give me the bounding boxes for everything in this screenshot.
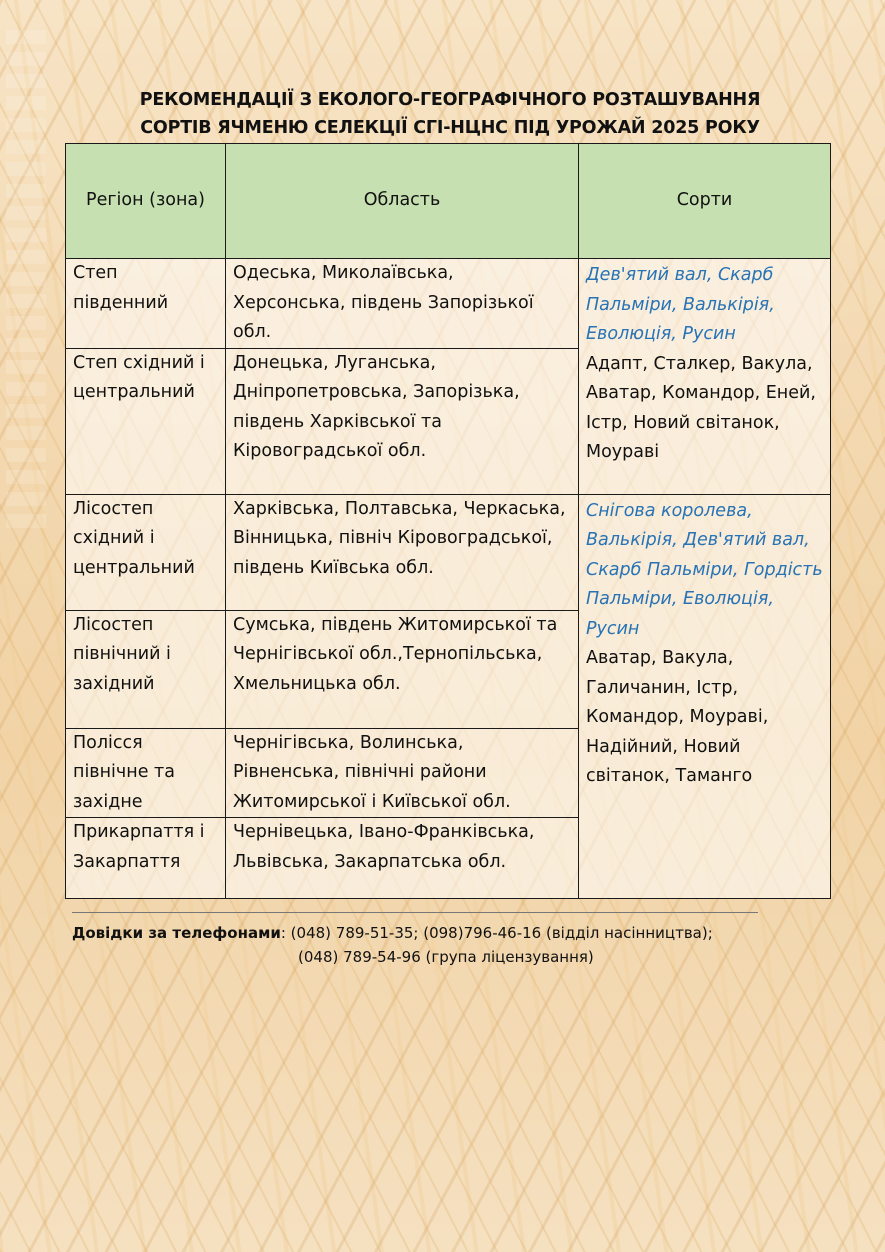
footer-phones-line-1: : (048) 789-51-35; (098)796-46-16 (відділ насінництва); bbox=[280, 924, 713, 942]
region-cell: Полісся північне та західне bbox=[66, 728, 226, 818]
oblast-cell: Одеська, Миколаївська, Херсонська, південь Запорізької обл. bbox=[226, 259, 579, 349]
oblast-cell: Чернігівська, Волинська, Рівненська, північні райони Житомирської і Київської обл. bbox=[226, 728, 579, 818]
region-cell: Степ південний bbox=[66, 259, 226, 349]
varieties-highlight: Снігова королева, Валькірія, Дев'ятий вал, Скарб Пальміри, Гордість Пальміри, Еволюція, Русин bbox=[586, 500, 823, 639]
oblast-cell: Чернівецька, Івано-Франківська, Львівська, Закарпатська обл. bbox=[226, 818, 579, 899]
table-row bbox=[66, 259, 831, 349]
header-oblast: Область bbox=[226, 144, 579, 259]
title-line-1: РЕКОМЕНДАЦІЇ З ЕКОЛОГО-ГЕОГРАФІЧНОГО РОЗТАШУВАННЯ bbox=[139, 90, 761, 110]
varieties-cell-steppe bbox=[579, 259, 831, 495]
table-row bbox=[66, 494, 831, 610]
contact-footer bbox=[72, 912, 758, 969]
region-cell: Лісостеп східний і центральний bbox=[66, 494, 226, 610]
varieties-highlight: Дев'ятий вал, Скарб Пальміри, Валькірія, Еволюція, Русин bbox=[586, 265, 775, 344]
recommendations-table bbox=[65, 143, 831, 899]
header-region: Регіон (зона) bbox=[66, 144, 226, 259]
region-cell: Степ східний і центральний bbox=[66, 348, 226, 494]
varieties-cell-forest bbox=[579, 494, 831, 899]
varieties-other: Адапт, Сталкер, Вакула, Аватар, Командор, Еней, Істр, Новий світанок, Моураві bbox=[586, 353, 816, 462]
footer-phones-line-2: (048) 789-54-96 (група ліцензування) bbox=[298, 948, 594, 966]
region-cell: Прикарпаття і Закарпаття bbox=[66, 818, 226, 899]
oblast-cell: Харківська, Полтавська, Черкаська, Вінницька, північ Кіровоградської, південь Київська обл. bbox=[226, 494, 579, 610]
page-title bbox=[60, 86, 840, 142]
region-cell: Лісостеп північний і західний bbox=[66, 610, 226, 728]
varieties-other: Аватар, Вакула, Галичанин, Істр, Командор, Моураві, Надійний, Новий світанок, Таманго bbox=[586, 648, 769, 786]
table-header-row bbox=[66, 144, 831, 259]
oblast-cell: Сумська, південь Житомирської та Чернігівської обл.,Тернопільська, Хмельницька обл. bbox=[226, 610, 579, 728]
oblast-cell: Донецька, Луганська, Дніпропетровська, Запорізька, південь Харківської та Кіровоградської обл. bbox=[226, 348, 579, 494]
header-varieties: Сорти bbox=[579, 144, 831, 259]
footer-label: Довідки за телефонами bbox=[72, 924, 281, 942]
background-watermark bbox=[6, 30, 46, 530]
title-line-2: СОРТІВ ЯЧМЕНЮ СЕЛЕКЦІЇ СГІ-НЦНС ПІД УРОЖАЙ 2025 РОКУ bbox=[140, 118, 760, 138]
